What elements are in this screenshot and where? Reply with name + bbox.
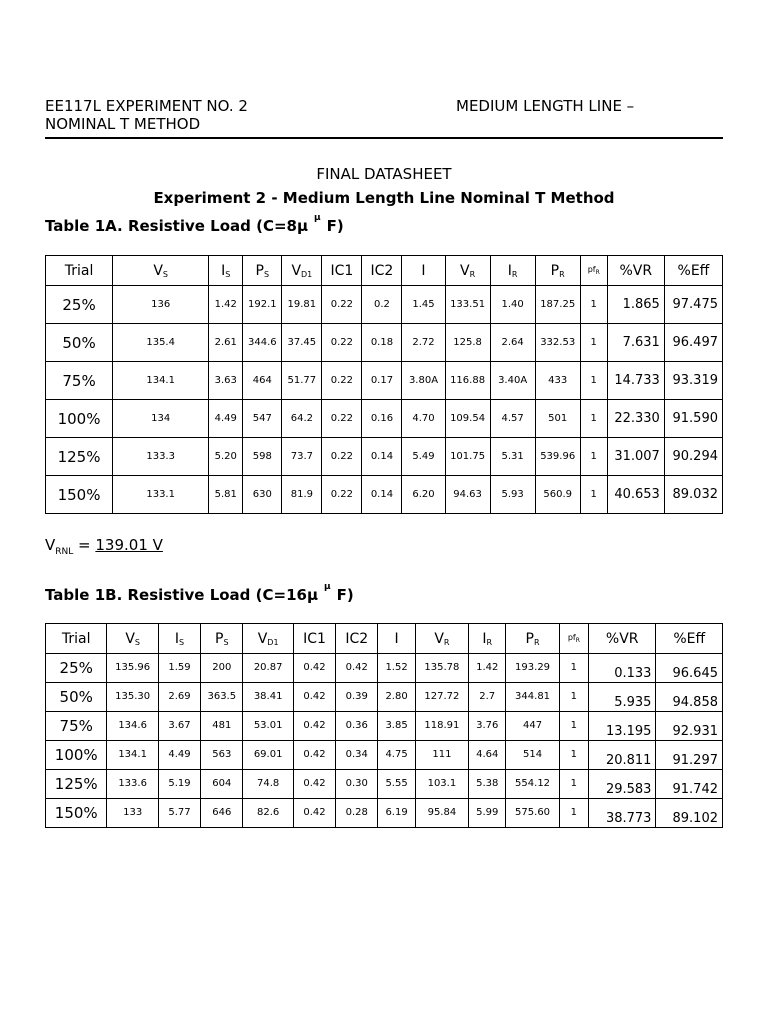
cell-is: 5.77 [158,799,200,828]
col-vd1: $V_{D1}$ [243,624,293,654]
cell-trial: 50% [46,683,107,712]
cell-pvr: 38.773 [588,799,655,828]
col-vr: $V_R$ [445,256,490,286]
col-peff: %Eff [656,624,723,654]
cell-ic2: 0.2 [362,286,402,324]
cell-pf: 1 [580,286,607,324]
col-ic2: IC2 [336,624,378,654]
cell-ic2: 0.14 [362,438,402,476]
cell-peff: 89.032 [664,476,722,514]
header-left [45,97,248,133]
cell-i: 6.20 [402,476,445,514]
cell-i: 4.75 [378,741,415,770]
cell-pf: 1 [559,770,588,799]
col-vd1: $V_{D1}$ [282,256,322,286]
cell-i: 1.52 [378,654,415,683]
cell-ps: 363.5 [201,683,243,712]
cell-vs: 134.6 [107,712,158,741]
cell-trial: 50% [46,324,113,362]
cell-peff: 91.742 [656,770,723,799]
caption-text: Table 1A. Resistive Load (C=8μ [45,217,308,235]
cell-ic1: 0.42 [293,712,335,741]
cell-trial: 100% [46,741,107,770]
cell-ps: 481 [201,712,243,741]
cell-peff: 92.931 [656,712,723,741]
cell-pvr: 22.330 [607,400,664,438]
cell-vs: 133.6 [107,770,158,799]
cell-pvr: 29.583 [588,770,655,799]
cell-ir: 3.40A [490,362,535,400]
experiment-title: Experiment 2 - Medium Length Line Nominal T Method [153,189,615,207]
cell-ir: 3.76 [469,712,506,741]
table-1b-caption [45,582,354,604]
cell-vr: 103.1 [415,770,468,799]
cell-vr: 94.63 [445,476,490,514]
cell-ps: 604 [201,770,243,799]
cell-ps: 563 [201,741,243,770]
cell-pf: 1 [559,712,588,741]
cell-trial: 100% [46,400,113,438]
col-ic1: IC1 [293,624,335,654]
cell-ic1: 0.22 [322,476,362,514]
cell-i: 5.49 [402,438,445,476]
col-is: $I_S$ [158,624,200,654]
cell-i: 5.55 [378,770,415,799]
cell-vr: 125.8 [445,324,490,362]
cell-ps: 192.1 [243,286,282,324]
col-i: I [402,256,445,286]
cell-peff: 89.102 [656,799,723,828]
cell-vr: 127.72 [415,683,468,712]
cell-i: 6.19 [378,799,415,828]
cell-ic2: 0.18 [362,324,402,362]
cell-pf: 1 [559,683,588,712]
cell-pr: 447 [506,712,559,741]
col-pr: $P_R$ [535,256,580,286]
cell-vr: 133.51 [445,286,490,324]
col-trial: Trial [46,256,113,286]
cell-ps: 464 [243,362,282,400]
cell-ic1: 0.42 [293,741,335,770]
cell-peff: 91.297 [656,741,723,770]
table-1a-body [46,286,723,514]
col-ps: $P_S$ [201,624,243,654]
cell-ir: 4.64 [469,741,506,770]
cell-ic2: 0.36 [336,712,378,741]
cell-ir: 5.38 [469,770,506,799]
cell-pf: 1 [559,741,588,770]
col-pvr: %VR [607,256,664,286]
cell-i: 3.80A [402,362,445,400]
cell-vd1: 64.2 [282,400,322,438]
cell-ic1: 0.22 [322,362,362,400]
table-row [46,770,723,799]
cell-vs: 133.3 [113,438,209,476]
cell-vd1: 37.45 [282,324,322,362]
cell-pr: 501 [535,400,580,438]
cell-vs: 135.96 [107,654,158,683]
cell-vd1: 38.41 [243,683,293,712]
cell-vr: 101.75 [445,438,490,476]
col-trial: Trial [46,624,107,654]
cell-pf: 1 [580,324,607,362]
cell-vs: 136 [113,286,209,324]
cell-pr: 554.12 [506,770,559,799]
cell-ir: 4.57 [490,400,535,438]
table-row [46,654,723,683]
cell-trial: 150% [46,476,113,514]
cell-ps: 630 [243,476,282,514]
caption-suffix: F) [326,217,344,235]
cell-ic1: 0.22 [322,324,362,362]
cell-ic1: 0.42 [293,799,335,828]
cell-pf: 1 [580,438,607,476]
cell-trial: 75% [46,712,107,741]
cell-peff: 96.645 [656,654,723,683]
cell-peff: 94.858 [656,683,723,712]
caption-text: Table 1B. Resistive Load (C=16μ [45,586,318,604]
datasheet-title: FINAL DATASHEET [316,165,452,183]
cell-is: 5.20 [209,438,243,476]
cell-pvr: 14.733 [607,362,664,400]
cell-ps: 200 [201,654,243,683]
cell-vd1: 81.9 [282,476,322,514]
cell-ic2: 0.16 [362,400,402,438]
cell-ic1: 0.22 [322,286,362,324]
cell-pr: 193.29 [506,654,559,683]
cell-ir: 5.99 [469,799,506,828]
vrnl-equals: = [73,536,96,554]
cell-pf: 1 [559,654,588,683]
cell-vr: 111 [415,741,468,770]
cell-pf: 1 [580,362,607,400]
cell-vd1: 82.6 [243,799,293,828]
cell-pvr: 0.133 [588,654,655,683]
cell-vs: 133.1 [113,476,209,514]
cell-ir: 1.42 [469,654,506,683]
table-row [46,741,723,770]
table-row [46,799,723,828]
cell-vs: 133 [107,799,158,828]
cell-pf: 1 [559,799,588,828]
experiment-number: EE117L EXPERIMENT NO. 2 [45,97,248,115]
cell-ic1: 0.22 [322,438,362,476]
vrnl-sub: RNL [55,547,74,557]
table-header-row [46,624,723,654]
col-ir: $I_R$ [490,256,535,286]
cell-trial: 150% [46,799,107,828]
cell-pvr: 7.631 [607,324,664,362]
vrnl-value: 139.01 V [95,536,163,554]
col-ic2: IC2 [362,256,402,286]
cell-ps: 646 [201,799,243,828]
cell-i: 2.72 [402,324,445,362]
col-pr: $P_R$ [506,624,559,654]
cell-ic2: 0.28 [336,799,378,828]
cell-vd1: 20.87 [243,654,293,683]
cell-pvr: 20.811 [588,741,655,770]
cell-vr: 135.78 [415,654,468,683]
table-1a-caption [45,213,344,235]
cell-ir: 5.93 [490,476,535,514]
cell-pr: 187.25 [535,286,580,324]
col-pf: $pf_R$ [580,256,607,286]
table-row [46,324,723,362]
cell-ir: 1.40 [490,286,535,324]
caption-mu: μ [314,213,321,223]
table-row [46,286,723,324]
cell-vs: 135.4 [113,324,209,362]
cell-ic2: 0.42 [336,654,378,683]
table-row [46,683,723,712]
cell-pr: 539.96 [535,438,580,476]
cell-ps: 344.6 [243,324,282,362]
vrnl-label: V [45,536,56,554]
cell-ps: 547 [243,400,282,438]
caption-mu: μ [323,582,331,592]
method-name: NOMINAL T METHOD [45,115,201,133]
cell-vd1: 74.8 [243,770,293,799]
cell-vd1: 69.01 [243,741,293,770]
cell-ps: 598 [243,438,282,476]
col-ir: $I_R$ [469,624,506,654]
cell-vs: 134 [113,400,209,438]
table-1b [45,623,723,828]
cell-is: 2.61 [209,324,243,362]
cell-vs: 134.1 [113,362,209,400]
document-header [45,97,723,139]
cell-peff: 90.294 [664,438,722,476]
cell-ic2: 0.30 [336,770,378,799]
col-pvr: %VR [588,624,655,654]
table-row [46,712,723,741]
col-i: I [378,624,415,654]
cell-pr: 575.60 [506,799,559,828]
table-row [46,438,723,476]
cell-pvr: 5.935 [588,683,655,712]
cell-pvr: 1.865 [607,286,664,324]
cell-vr: 116.88 [445,362,490,400]
cell-ic2: 0.34 [336,741,378,770]
cell-i: 1.45 [402,286,445,324]
cell-is: 3.67 [158,712,200,741]
table-row [46,362,723,400]
cell-vd1: 73.7 [282,438,322,476]
caption-suffix: F) [336,586,354,604]
cell-vs: 135.30 [107,683,158,712]
cell-is: 4.49 [158,741,200,770]
cell-i: 2.80 [378,683,415,712]
cell-i: 4.70 [402,400,445,438]
cell-pr: 560.9 [535,476,580,514]
cell-is: 5.19 [158,770,200,799]
col-pf: $pf_R$ [559,624,588,654]
cell-trial: 125% [46,438,113,476]
cell-ic1: 0.42 [293,683,335,712]
cell-trial: 125% [46,770,107,799]
cell-vd1: 19.81 [282,286,322,324]
col-vs: $V_S$ [107,624,158,654]
cell-trial: 25% [46,286,113,324]
cell-is: 5.81 [209,476,243,514]
vrnl-line [45,536,163,557]
cell-pvr: 40.653 [607,476,664,514]
cell-peff: 93.319 [664,362,722,400]
cell-pf: 1 [580,400,607,438]
cell-is: 1.42 [209,286,243,324]
cell-ic1: 0.42 [293,654,335,683]
table-row [46,476,723,514]
cell-is: 1.59 [158,654,200,683]
cell-ir: 5.31 [490,438,535,476]
table-1a [45,255,723,514]
cell-ic1: 0.22 [322,400,362,438]
cell-vr: 95.84 [415,799,468,828]
cell-vs: 134.1 [107,741,158,770]
cell-vd1: 51.77 [282,362,322,400]
cell-i: 3.85 [378,712,415,741]
col-vs: $V_S$ [113,256,209,286]
table-1b-body [46,654,723,828]
table-row [46,400,723,438]
cell-peff: 96.497 [664,324,722,362]
cell-ir: 2.64 [490,324,535,362]
cell-pf: 1 [580,476,607,514]
cell-ic1: 0.42 [293,770,335,799]
cell-is: 4.49 [209,400,243,438]
col-peff: %Eff [664,256,722,286]
col-ic1: IC1 [322,256,362,286]
col-ps: $P_S$ [243,256,282,286]
cell-pr: 344.81 [506,683,559,712]
cell-ic2: 0.39 [336,683,378,712]
cell-pvr: 13.195 [588,712,655,741]
cell-ir: 2.7 [469,683,506,712]
cell-vr: 118.91 [415,712,468,741]
col-vr: $V_R$ [415,624,468,654]
col-is: $I_S$ [209,256,243,286]
cell-peff: 97.475 [664,286,722,324]
cell-peff: 91.590 [664,400,722,438]
cell-ic2: 0.17 [362,362,402,400]
cell-ic2: 0.14 [362,476,402,514]
cell-is: 3.63 [209,362,243,400]
cell-pvr: 31.007 [607,438,664,476]
cell-trial: 25% [46,654,107,683]
cell-is: 2.69 [158,683,200,712]
cell-pr: 332.53 [535,324,580,362]
cell-trial: 75% [46,362,113,400]
cell-pr: 514 [506,741,559,770]
cell-pr: 433 [535,362,580,400]
cell-vr: 109.54 [445,400,490,438]
table-header-row [46,256,723,286]
header-right: MEDIUM LENGTH LINE – [456,97,635,115]
cell-vd1: 53.01 [243,712,293,741]
